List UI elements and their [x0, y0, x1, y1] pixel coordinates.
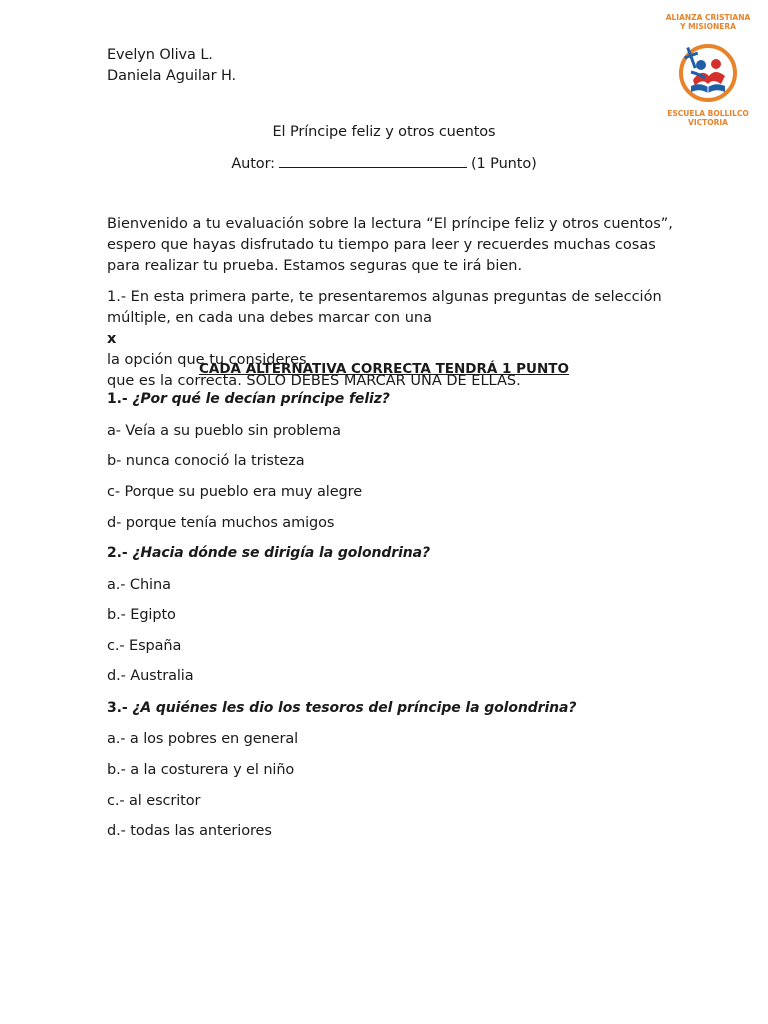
- question-3: [107, 698, 576, 719]
- question-2-text: ¿Hacia dónde se dirigía la golondrina?: [132, 545, 431, 561]
- question-2-option-b[interactable]: b.- Egipto: [107, 607, 176, 623]
- logo-top-line-2: Y MISIONERA: [680, 22, 736, 31]
- author-points: (1 Punto): [470, 156, 537, 172]
- author-name-2: Daniela Aguilar H.: [107, 68, 236, 84]
- instructions-mark: x: [107, 331, 117, 347]
- question-1-option-c[interactable]: c- Porque su pueblo era muy alegre: [107, 484, 363, 500]
- question-1-option-d[interactable]: d- porque tenía muchos amigos: [107, 515, 335, 531]
- instructions-line-2-start: múltiple, en cada una debes marcar con una: [107, 310, 432, 326]
- school-logo: [655, 10, 761, 132]
- question-1-option-a[interactable]: a- Veía a su pueblo sin problema: [107, 423, 341, 439]
- question-2-option-a[interactable]: a.- China: [107, 577, 171, 593]
- intro-line-2: espero que hayas disfrutado tu tiempo para leer y recuerdes muchas cosas: [107, 237, 656, 253]
- logo-bottom-line-1: ESCUELA BOLLILCO: [667, 109, 749, 118]
- question-1-option-b[interactable]: b- nunca conoció la tristeza: [107, 453, 305, 469]
- document-title: El Príncipe feliz y otros cuentos: [272, 124, 496, 140]
- question-3-option-d[interactable]: d.- todas las anteriores: [107, 823, 272, 839]
- question-3-option-b[interactable]: b.- a la costurera y el niño: [107, 762, 295, 778]
- question-2-number: 2.-: [107, 545, 128, 561]
- intro-line-3: para realizar tu prueba. Estamos seguras que te irá bien.: [107, 258, 523, 274]
- question-2: [107, 543, 430, 564]
- author-name-1: Evelyn Oliva L.: [107, 47, 213, 63]
- question-2-option-d[interactable]: d.- Australia: [107, 668, 194, 684]
- intro-paragraph: [107, 214, 673, 277]
- question-3-number: 3.-: [107, 700, 128, 716]
- intro-line-1: Bienvenido a tu evaluación sobre la lectura “El príncipe feliz y otros cuentos”,: [107, 216, 673, 232]
- points-heading: CADA ALTERNATIVA CORRECTA TENDRÁ 1 PUNTO: [199, 361, 569, 377]
- question-1: [107, 389, 390, 410]
- question-1-number: 1.-: [107, 391, 128, 407]
- question-2-option-c[interactable]: c.- España: [107, 638, 182, 654]
- author-answer-blank[interactable]: [279, 153, 467, 168]
- question-3-text: ¿A quiénes les dio los tesoros del príncipe la golondrina?: [132, 700, 577, 716]
- author-label: Autor:: [231, 156, 275, 172]
- question-3-option-a[interactable]: a.- a los pobres en general: [107, 731, 299, 747]
- logo-bottom-line-2: VICTORIA: [688, 118, 728, 127]
- author-line: [0, 153, 768, 175]
- question-1-text: ¿Por qué le decían príncipe feliz?: [132, 391, 390, 407]
- instructions-line-2-end: la opción que tu consideres: [107, 352, 307, 368]
- logo-top-line-1: ALIANZA CRISTIANA: [665, 13, 751, 22]
- question-3-option-c[interactable]: c.- al escritor: [107, 793, 201, 809]
- instructions-line-1: 1.- En esta primera parte, te presentaremos algunas preguntas de selección: [107, 289, 662, 305]
- instructions-line-3: que es la correcta. SOLO DEBES MARCAR UNA DE ELLAS.: [107, 373, 521, 389]
